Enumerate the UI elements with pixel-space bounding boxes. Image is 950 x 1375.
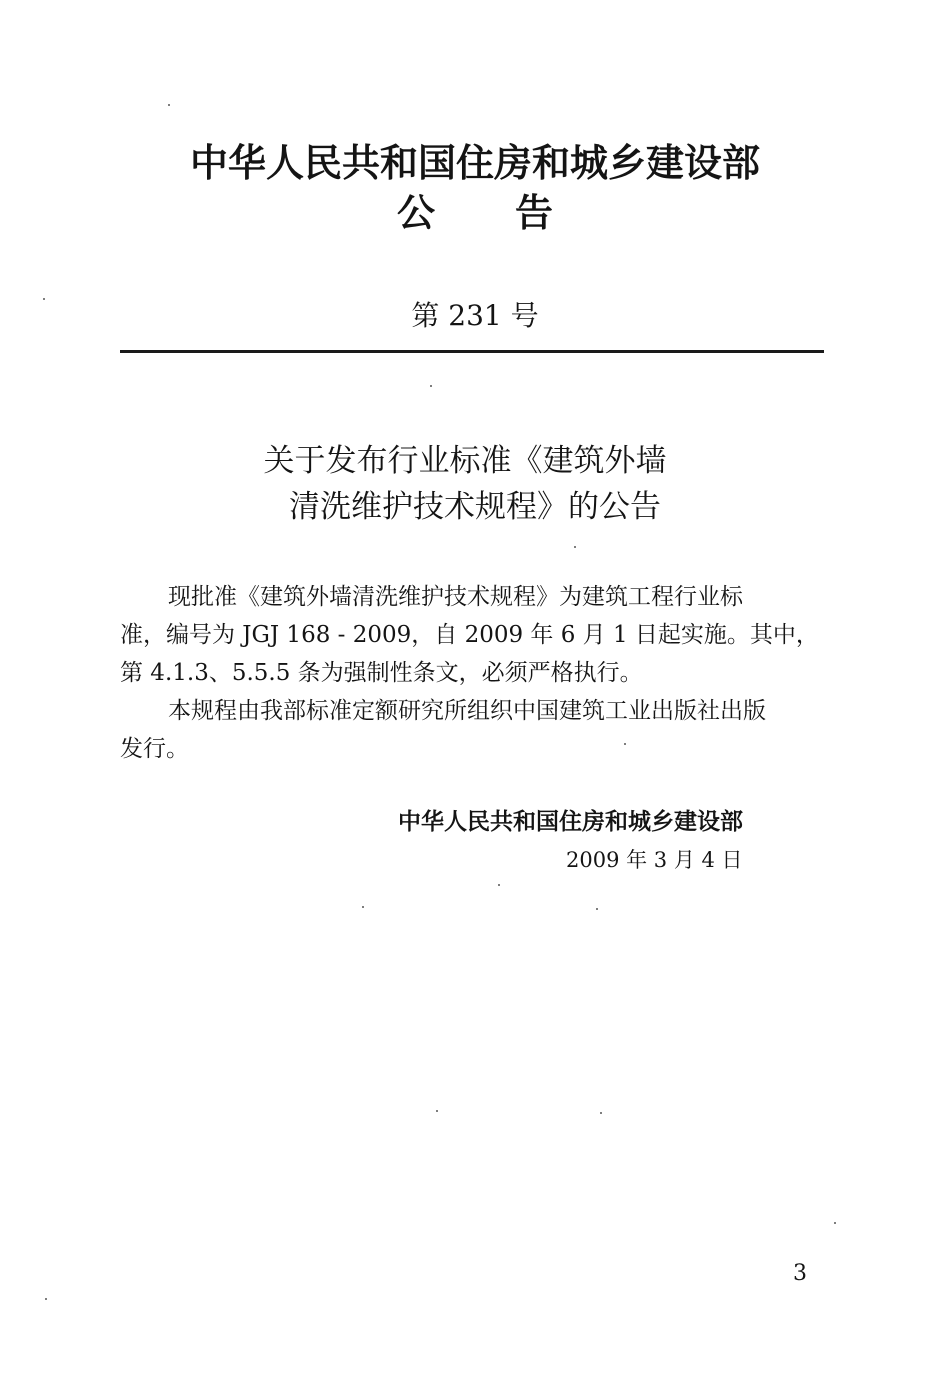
page-number: 3 — [793, 1261, 807, 1286]
notice-body — [120, 578, 830, 768]
notice-number: 第 231 号 — [411, 299, 539, 332]
scan-speck — [45, 1298, 47, 1300]
notice-heading: 公告 — [396, 191, 633, 235]
body-line-1: 现批准《建筑外墙清洗维护技术规程》为建筑工程行业标 — [168, 584, 743, 610]
body-line-3: 第 4.1.3、5.5.5 条为强制性条文，必须严格执行。 — [120, 660, 643, 686]
body-line-2: 准，编号为 JGJ 168 - 2009，自 2009 年 6 月 1 日起实施。其中， — [120, 622, 819, 648]
signature-date: 2009 年 3 月 4 日 — [566, 848, 743, 872]
scan-speck — [362, 906, 364, 908]
scan-speck — [168, 104, 170, 106]
scan-speck — [430, 385, 432, 387]
ministry-title: 中华人民共和国住房和城乡建设部 — [189, 141, 760, 185]
signature-organization: 中华人民共和国住房和城乡建设部 — [398, 809, 743, 835]
scan-speck — [436, 1110, 438, 1112]
scan-speck — [574, 546, 576, 548]
scan-speck — [600, 1112, 602, 1114]
body-line-5: 发行。 — [120, 736, 189, 762]
header-divider — [120, 350, 824, 353]
scan-speck — [624, 743, 626, 745]
scan-speck — [43, 298, 45, 300]
body-line-4: 本规程由我部标准定额研究所组织中国建筑工业出版社出版 — [168, 698, 766, 724]
scan-speck — [596, 908, 598, 910]
subject-line-2: 清洗维护技术规程》的公告 — [289, 489, 661, 525]
scan-speck — [498, 884, 500, 886]
subject-line-1: 关于发布行业标准《建筑外墙 — [263, 443, 667, 479]
notice-subject — [0, 438, 950, 530]
scan-speck — [834, 1222, 836, 1224]
